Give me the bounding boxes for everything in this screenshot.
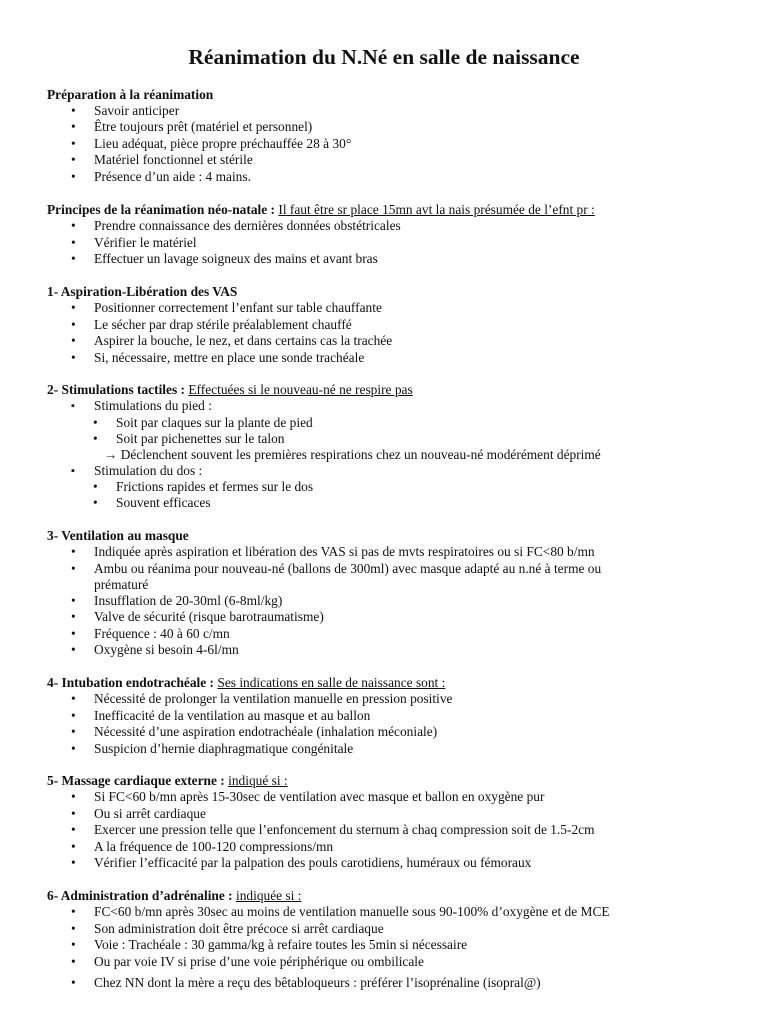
- list-item: • Chez NN dont la mère a reçu des bêtabloqueurs : préférer l’isoprénaline (isopral@): [94, 975, 541, 991]
- list-item: • Prendre connaissance des dernières données obstétricales: [94, 218, 401, 234]
- heading-text: 6- Administration d’adrénaline :: [47, 888, 233, 903]
- list-item: • Vérifier le matériel: [94, 235, 197, 251]
- arrow-note: → Déclenchent souvent les premières respirations chez un nouveau-né modérément déprimé: [104, 447, 601, 462]
- heading-text: 5- Massage cardiaque externe :: [47, 773, 225, 788]
- list-item: • Savoir anticiper: [94, 103, 179, 119]
- list-item: • Ambu ou réanima pour nouveau-né (ballons de 300ml) avec masque adapté au n.né à terme ou: [94, 561, 601, 577]
- heading-note: Il faut être sr place 15mn avt la nais présumée de l’efnt pr :: [278, 202, 595, 217]
- list-item: • Voie : Trachéale : 30 gamma/kg à refaire toutes les 5min si nécessaire: [94, 937, 467, 953]
- list-item: • Si, nécessaire, mettre en place une sonde trachéale: [94, 350, 364, 366]
- list-item: • Matériel fonctionnel et stérile: [94, 152, 253, 168]
- list-item: • Oxygène si besoin 4-6l/mn: [94, 642, 239, 658]
- list-item: • Inefficacité de la ventilation au masque et au ballon: [94, 708, 370, 724]
- list-item: • Exercer une pression telle que l’enfoncement du sternum à chaq compression soit de 1.5-2cm: [94, 822, 595, 838]
- list-item: • Insufflation de 20-30ml (6-8ml/kg): [94, 593, 282, 609]
- list-item: • Présence d’un aide : 4 mains.: [94, 169, 251, 185]
- heading-note: Ses indications en salle de naissance sont :: [217, 675, 446, 690]
- section-heading-principes: [47, 202, 595, 218]
- section-heading-adrenaline: [47, 888, 301, 904]
- list-item: • Nécessité de prolonger la ventilation manuelle en pression positive: [94, 691, 452, 707]
- list-item: • Ou si arrêt cardiaque: [94, 806, 206, 822]
- list-item: • Indiquée après aspiration et libération des VAS si pas de mvts respiratoires ou si FC<80 b/mn: [94, 544, 595, 560]
- heading-note: indiqué si :: [228, 773, 288, 788]
- list-item: • Vérifier l’efficacité par la palpation des pouls carotidiens, huméraux ou fémoraux: [94, 855, 531, 871]
- list-item: • Frictions rapides et fermes sur le dos: [116, 479, 313, 495]
- section-heading-intubation: [47, 675, 445, 691]
- list-item: • Positionner correctement l’enfant sur table chauffante: [94, 300, 382, 316]
- section-heading-stimulations: [47, 382, 413, 398]
- list-item: • Suspicion d’hernie diaphragmatique congénitale: [94, 741, 353, 757]
- list-item-continuation: prématuré: [94, 577, 149, 592]
- heading-text: 4- Intubation endotrachéale :: [47, 675, 215, 690]
- list-item: • Si FC<60 b/mn après 15-30sec de ventilation avec masque et ballon en oxygène pur: [94, 789, 544, 805]
- list-item: • Valve de sécurité (risque barotraumatisme): [94, 609, 324, 625]
- document-title: Réanimation du N.Né en salle de naissance: [188, 45, 580, 69]
- list-item: • Être toujours prêt (matériel et personnel): [94, 119, 312, 135]
- list-item: • Le sécher par drap stérile préalablement chauffé: [94, 317, 352, 333]
- sub-heading-pied: ▪ Stimulations du pied :: [94, 398, 212, 414]
- list-item: • Ou par voie IV si prise d’une voie périphérique ou ombilicale: [94, 954, 424, 970]
- list-item: • Son administration doit être précoce si arrêt cardiaque: [94, 921, 384, 937]
- heading-text: 2- Stimulations tactiles :: [47, 382, 185, 397]
- heading-text: Principes de la réanimation néo-natale :: [47, 202, 275, 217]
- list-item: • Nécessité d’une aspiration endotrachéale (inhalation méconiale): [94, 724, 437, 740]
- list-item: • Aspirer la bouche, le nez, et dans certains cas la trachée: [94, 333, 392, 349]
- list-item: • Effectuer un lavage soigneux des mains et avant bras: [94, 251, 378, 267]
- section-heading-aspiration: 1- Aspiration-Libération des VAS: [47, 284, 238, 299]
- sub-heading-dos: ▪ Stimulation du dos :: [94, 463, 202, 479]
- heading-note: Effectuées si le nouveau-né ne respire pas: [188, 382, 413, 397]
- section-heading-preparation: Préparation à la réanimation: [47, 87, 214, 102]
- section-heading-ventilation: 3- Ventilation au masque: [47, 528, 189, 543]
- list-item: • Soit par claques sur la plante de pied: [116, 415, 313, 431]
- list-item: • Soit par pichenettes sur le talon: [116, 431, 284, 447]
- list-item: • FC<60 b/mn après 30sec au moins de ventilation manuelle sous 90-100% d’oxygène et de MCE: [94, 904, 610, 920]
- list-item: • Fréquence : 40 à 60 c/mn: [94, 626, 230, 642]
- heading-note: indiquée si :: [235, 888, 302, 903]
- list-item: • Lieu adéquat, pièce propre préchauffée 28 à 30°: [94, 136, 351, 152]
- section-heading-massage: [47, 773, 288, 789]
- list-item: • Souvent efficaces: [116, 495, 211, 511]
- list-item: • A la fréquence de 100-120 compressions/mn: [94, 839, 333, 855]
